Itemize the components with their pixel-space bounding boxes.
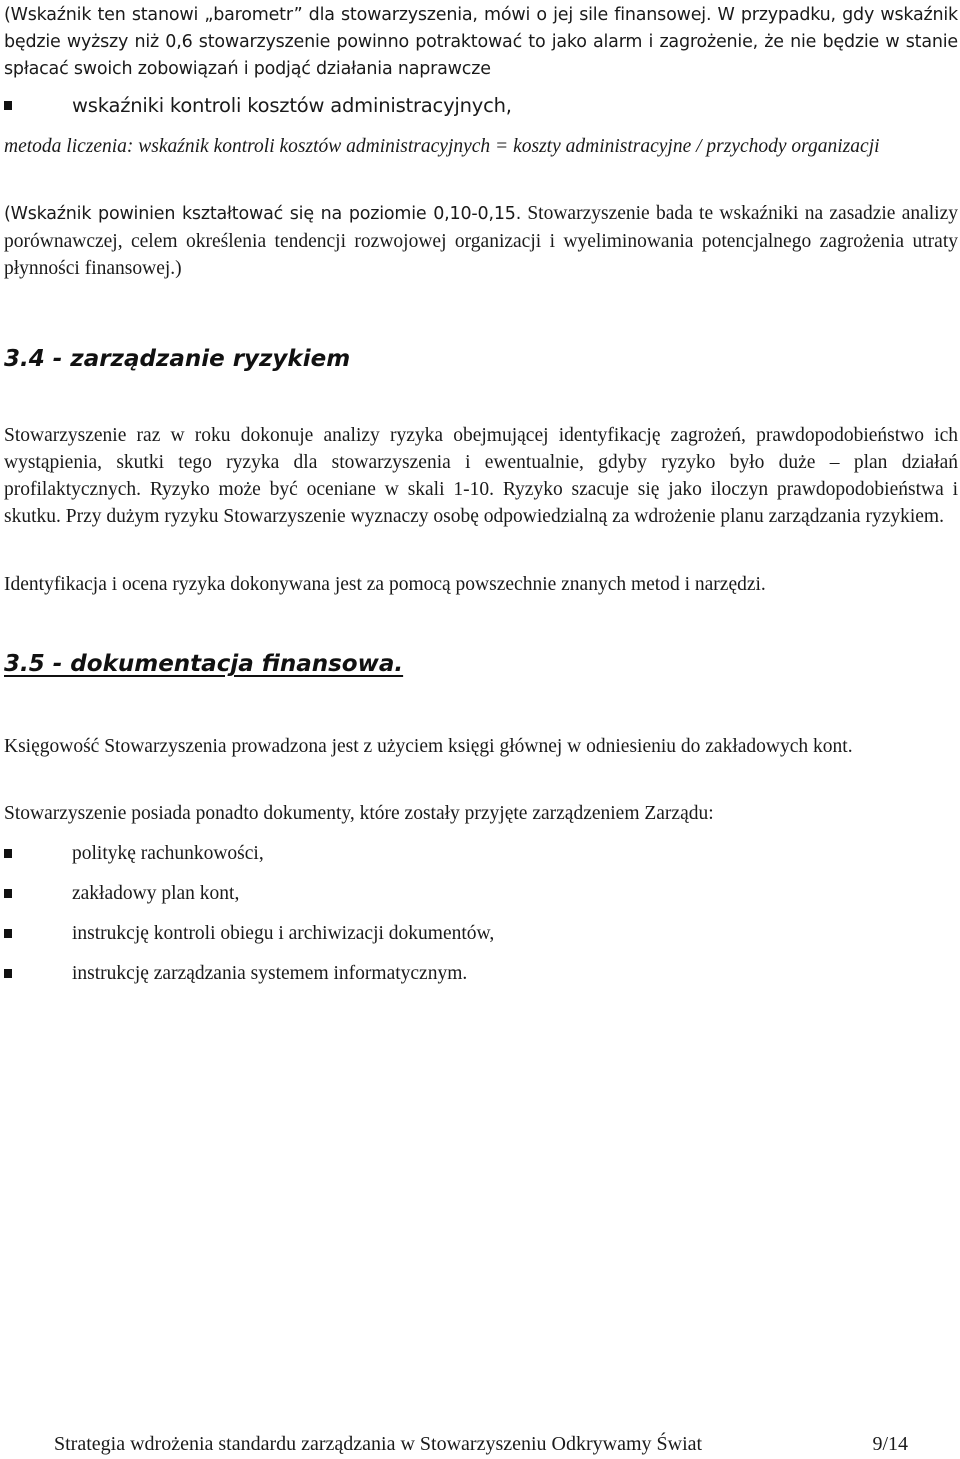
- list-item-text: instrukcję zarządzania systemem informatycznym.: [72, 963, 468, 984]
- square-bullet-icon: [4, 929, 12, 938]
- section-3-4-paragraph-1: Stowarzyszenie raz w roku dokonuje analizy ryzyka obejmującej identyfikację zagrożeń, prawdopodobieństwo ich wystąpienia, skutki tego ryzyka dla stowarzyszenia i ewentualnie, gdyby ryzyko było duże – plan działań profilaktycznych. Ryzyko może być oceniane w skali 1-10. Ryzyko szacuje się jako iloczyn prawdopodobieństwa i skutku. Przy dużym ryzyku Stowarzyszenie wyznaczy osobę odpowiedzialną za wdrożenie planu zarządzania ryzykiem.: [4, 425, 958, 527]
- formula-paragraph: metoda liczenia: wskaźnik kontroli kosztów administracyjnych = koszty administracyjne / przychody organizacji: [4, 136, 880, 157]
- square-bullet-icon: [4, 889, 12, 898]
- norm-paragraph: [4, 200, 958, 282]
- section-3-5-paragraph-2: Stowarzyszenie posiada ponadto dokumenty, które zostały przyjęte zarządzeniem Zarządu:: [4, 803, 714, 824]
- section-3-5-heading: 3.5 - dokumentacja finansowa.: [4, 651, 404, 677]
- bullet-admin-costs-text: wskaźniki kontroli kosztów administracyjnych,: [72, 94, 512, 117]
- section-3-4-paragraph-2: Identyfikacja i ocena ryzyka dokonywana jest za pomocą powszechnie znanych metod i narzędzi.: [4, 574, 766, 595]
- norm-paragraph-part1: (Wskaźnik powinien kształtować się na poziomie 0,10-0,15.: [4, 204, 522, 224]
- list-item-text: instrukcję kontroli obiegu i archiwizacji dokumentów,: [72, 923, 495, 944]
- square-bullet-icon: [4, 849, 12, 858]
- square-bullet-icon: [4, 101, 12, 110]
- list-item-text: politykę rachunkowości,: [72, 843, 264, 864]
- page-number: 9/14: [872, 1433, 908, 1455]
- list-item-text: zakładowy plan kont,: [72, 883, 240, 904]
- section-3-5-paragraph-1: Księgowość Stowarzyszenia prowadzona jest z użyciem księgi głównej w odniesieniu do zakładowych kont.: [4, 736, 853, 757]
- norm-paragraph-part2: Stowarzyszenie bada te wskaźniki na zasadzie analizy porównawczej, celem określenia tendencji rozwojowej organizacji i wyeliminowania potencjalnego zagrożenia utraty płynności finansowej.): [4, 203, 959, 279]
- footer-title: Strategia wdrożenia standardu zarządzania w Stowarzyszeniu Odkrywamy Świat: [54, 1433, 703, 1455]
- square-bullet-icon: [4, 969, 12, 978]
- intro-paragraph: (Wskaźnik ten stanowi „barometr” dla stowarzyszenia, mówi o jej sile finansowej. W przypadku, gdy wskaźnik będzie wyższy niż 0,6 stowarzyszenie powinno potraktować to jako alarm i zagrożenie, że nie będzie w stanie spłacać swoich zobowiązań i podjąć działania naprawcze: [4, 5, 958, 79]
- section-3-4-heading: 3.4 - zarządzanie ryzykiem: [4, 346, 351, 372]
